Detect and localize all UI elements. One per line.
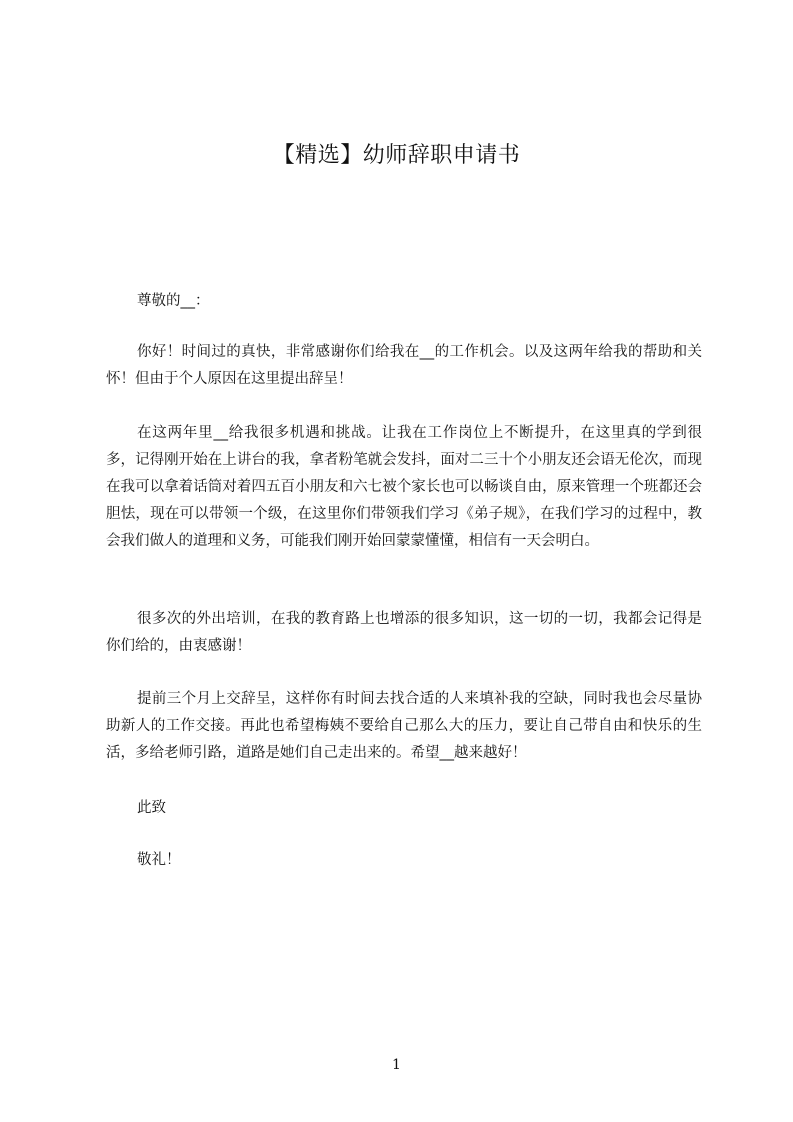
paragraph-2: 在这两年里__给我很多机遇和挑战。让我在工作岗位上不断提升，在这里真的学到很多，记得刚开始在上讲台的我，拿者粉笔就会发抖，面对二三十个小朋友还会语无伦次，而现在我可以拿着话筒对着四五百小朋友和六七被个家长也可以畅谈自由，原来管理一个班都还会胆怯，现在可以带领一个级，在这里你们带领我们学习《弟子规》，在我们学习的过程中，教会我们做人的道理和义务，可能我们刚开始回蒙蒙懂懂，相信有一天会明白。 bbox=[106, 425, 702, 549]
paragraph-1: 你好！时间过的真快，非常感谢你们给我在__的工作机会。以及这两年给我的帮助和关怀！但由于个人原因在这里提出辞呈！ bbox=[106, 344, 702, 387]
paragraph-3: 很多次的外出培训，在我的教育路上也增添的很多知识，这一切的一切，我都会记得是你们给的，由衷感谢！ bbox=[106, 611, 702, 654]
closing-phrase: 此致 bbox=[137, 800, 166, 816]
page-number: 1 bbox=[392, 1057, 401, 1073]
salutation: 尊敬的__： bbox=[137, 293, 210, 309]
document-title: 【精选】幼师辞职申请书 bbox=[272, 143, 521, 168]
closing-salute: 敬礼！ bbox=[137, 852, 181, 868]
paragraph-4: 提前三个月上交辞呈，这样你有时间去找合适的人来填补我的空缺，同时我也会尽量协助新人的工作交接。再此也希望梅姨不要给自己那么大的压力，要让自己带自由和快乐的生活，多给老师引路，道路是她们自己走出来的。希望__越来越好！ bbox=[106, 691, 702, 761]
